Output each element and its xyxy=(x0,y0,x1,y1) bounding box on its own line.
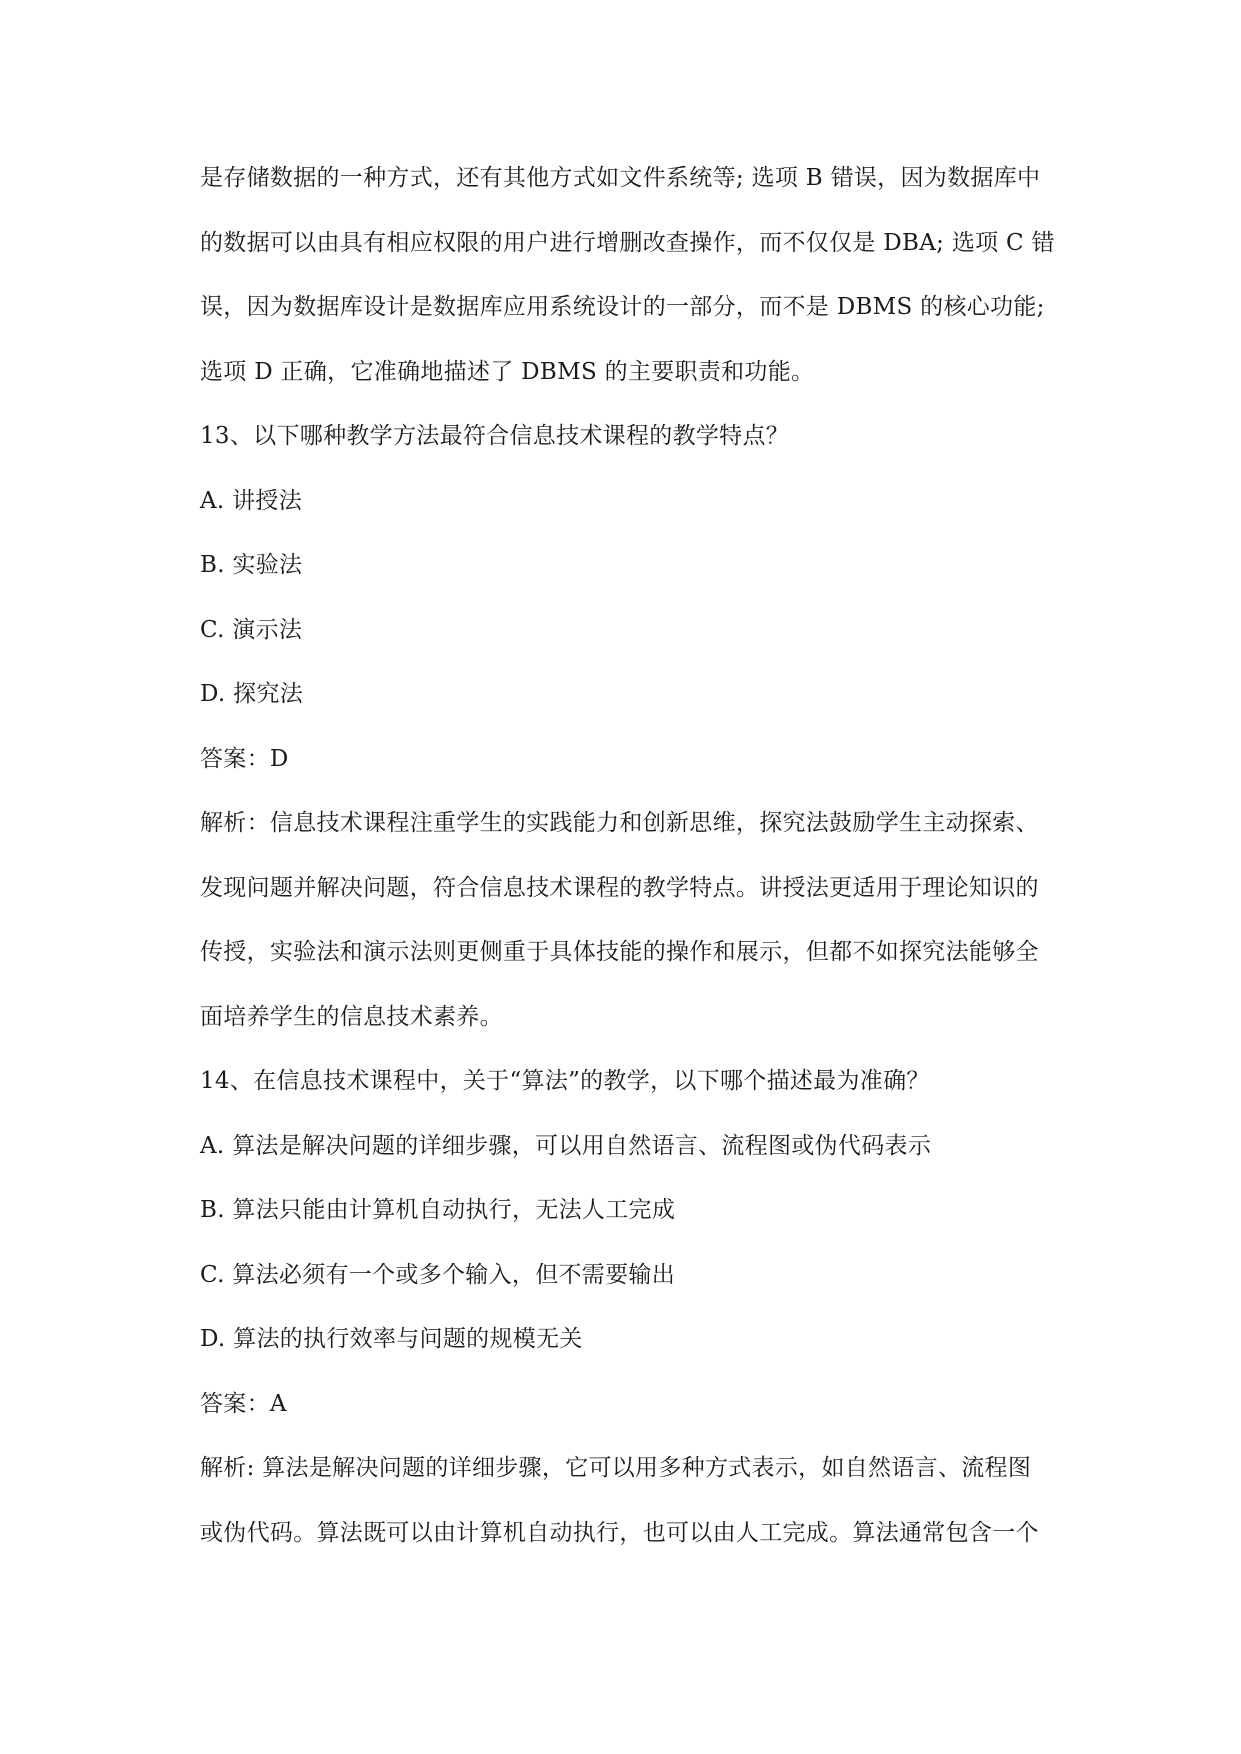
option-d: D. 算法的执行效率与问题的规模无关 xyxy=(200,1326,583,1352)
explanation-line: 面培养学生的信息技术素养。 xyxy=(200,1003,503,1030)
answer: 答案：A xyxy=(200,1390,287,1417)
option-b: B. 算法只能由计算机自动执行，无法人工完成 xyxy=(200,1197,676,1223)
page-content xyxy=(200,146,1100,1565)
question-13: 13、以下哪种教学方法最符合信息技术课程的教学特点？ xyxy=(200,423,790,449)
option-b: B. 实验法 xyxy=(200,552,303,578)
option-a: A. 讲授法 xyxy=(200,487,303,514)
option-d: D. 探究法 xyxy=(200,681,304,707)
text-line: 的数据可以由具有相应权限的用户进行增删改查操作，而不仅仅是 DBA; 选项 C 错 xyxy=(200,229,1055,256)
explanation-line: 传授，实验法和演示法则更侧重于具体技能的操作和展示，但都不如探究法能够全 xyxy=(200,939,1039,965)
option-c: C. 演示法 xyxy=(200,616,303,643)
explanation-line: 解析: 算法是解决问题的详细步骤，它可以用多种方式表示，如自然语言、流程图 xyxy=(200,1455,1032,1481)
text-line: 误，因为数据库设计是数据库应用系统设计的一部分，而不是 DBMS 的核心功能; xyxy=(200,294,1045,320)
text-line: 是存储数据的一种方式，还有其他方式如文件系统等; 选项 B 错误，因为数据库中 xyxy=(200,165,1041,191)
answer: 答案：D xyxy=(200,745,289,772)
option-a: A. 算法是解决问题的详细步骤，可以用自然语言、流程图或伪代码表示 xyxy=(200,1132,932,1159)
explanation-line: 发现问题并解决问题，符合信息技术课程的教学特点。讲授法更适用于理论知识的 xyxy=(200,874,1039,901)
explanation-line: 或伪代码。算法既可以由计算机自动执行，也可以由人工完成。算法通常包含一个 xyxy=(200,1519,1039,1546)
question-14: 14、在信息技术课程中，关于“算法”的教学，以下哪个描述最为准确？ xyxy=(200,1068,930,1094)
text-line: 选项 D 正确，它准确地描述了 DBMS 的主要职责和功能。 xyxy=(200,358,815,385)
explanation-line: 解析：信息技术课程注重学生的实践能力和创新思维，探究法鼓励学生主动探索、 xyxy=(200,810,1039,836)
option-c: C. 算法必须有一个或多个输入，但不需要输出 xyxy=(200,1261,676,1288)
